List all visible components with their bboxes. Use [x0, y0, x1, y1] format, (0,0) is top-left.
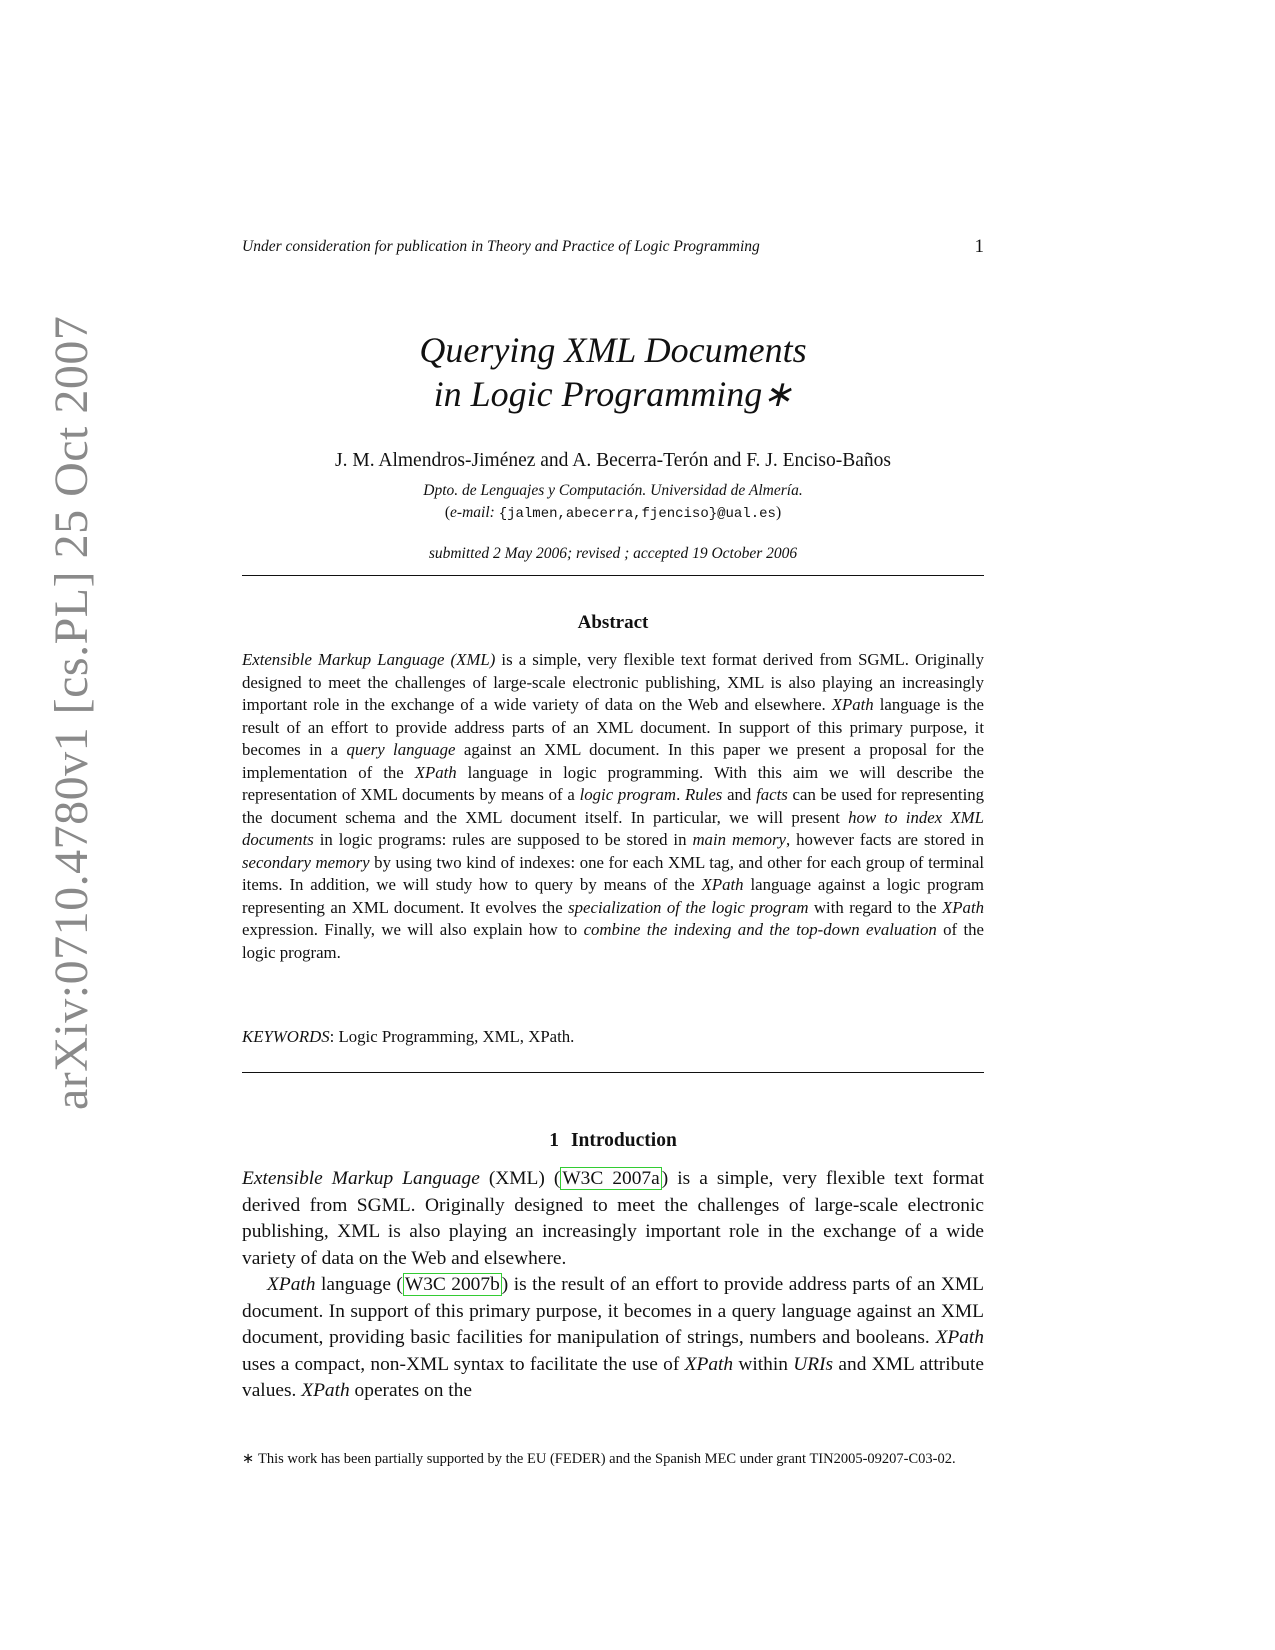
abstract-span: specialization of the logic program	[568, 897, 809, 917]
intro-span: within	[733, 1353, 794, 1375]
abstract-span: XPath	[414, 762, 457, 782]
abstract-span: and	[722, 785, 757, 804]
abstract-span: XPath	[701, 875, 744, 894]
abstract-span: how to index XML documents	[242, 807, 984, 849]
abstract-text	[242, 649, 984, 964]
email-label: e-mail:	[450, 504, 495, 521]
arxiv-identifier: arXiv:0710.4780v1 [cs.PL] 25 Oct 2007	[45, 315, 98, 1110]
keywords-label: KEYWORDS	[242, 1027, 330, 1046]
introduction-body	[242, 1166, 984, 1405]
abstract-span: logic program	[579, 785, 677, 804]
abstract-span: of the logic program.	[242, 920, 984, 962]
intro-span: XPath	[935, 1327, 984, 1348]
abstract-span: by using two kind of indexes: one for each XML tag, and other for each group of terminal items. In addition, we will study how to query by means of the	[242, 852, 984, 894]
intro-span: (XML)	[479, 1168, 554, 1189]
abstract-span: XPath	[831, 695, 874, 714]
intro-span: is a simple, very flexible text format derived from SGML. Originally designed to meet the challenges of large-scale electronic publishing, XML is also playing an increasingly important role in the exchange of a wide variety of data on the Web and elsewhere.	[242, 1168, 984, 1269]
email-address[interactable]: {jalmen,abecerra,fjenciso}@ual.es	[498, 506, 776, 522]
paper-title	[242, 328, 984, 416]
section-title: Introduction	[570, 1130, 677, 1151]
department: Dpto. de Lenguajes y Computación. Universidad de Almería.	[423, 482, 803, 499]
section-number: 1	[549, 1130, 559, 1151]
abstract-span: query language	[346, 740, 456, 759]
abstract-span: in logic programs: rules are supposed to be stored in	[313, 830, 693, 849]
abstract-span: is a simple, very flexible text format derived from SGML. Originally designed to meet the challenges of large-scale electronic publishing, XML is also playing an increasingly important role in the exchange of a wide variety of data on the Web and elsewhere.	[242, 650, 984, 714]
section-heading	[242, 1130, 984, 1152]
intro-span: and XML attribute values.	[242, 1353, 984, 1401]
abstract-span: language in logic programming. With this aim we will describe the representation of XML documents by means of a	[242, 762, 984, 804]
footnote-mark: ∗	[242, 1451, 255, 1467]
abstract-span: main memory	[692, 830, 787, 849]
abstract-span: .	[676, 785, 686, 804]
intro-paragraph-2: XPath language ( W3C 2007b ) is the result of an effort to provide address parts of an XML document. In support of this primary purpose, it becomes in a query language against an XML document, providing basic facilities for manipulation of strings, numbers and booleans. XPath uses a compact, non-XML syntax to facilitate the use of XPath within URIs and XML attribute values. XPath operates on the	[242, 1274, 985, 1401]
email-line: (e-mail: {jalmen,abecerra,fjenciso}@ual.es)	[444, 504, 782, 522]
citation-link[interactable]: W3C 2007b	[404, 1274, 500, 1295]
abstract-span: secondary memory	[242, 852, 370, 872]
abstract-span: with regard to the	[808, 897, 943, 917]
intro-span: is the result of an effort to provide address parts of an XML document. In support of this primary purpose, it becomes in a query language against an XML document, providing basic facilities for manipulation of strings, numbers and booleans.	[242, 1274, 985, 1348]
intro-span: Extensible Markup Language	[242, 1168, 480, 1189]
intro-span: XPath	[267, 1274, 316, 1295]
keywords	[242, 1027, 984, 1047]
title-line-2	[242, 372, 984, 416]
abstract-span: against an XML document. In this paper we present a proposal for the implementation of the	[242, 740, 985, 782]
citation-link[interactable]: W3C 2007a	[562, 1168, 660, 1189]
title-line-2-text: in Logic Programming	[433, 374, 763, 414]
intro-span: language	[315, 1274, 397, 1295]
intro-span: uses a compact, non-XML syntax to facilitate the use of	[242, 1353, 685, 1375]
abstract-span: expression. Finally, we will also explain how to	[242, 920, 584, 939]
bottom-rule	[242, 1072, 984, 1073]
abstract-span: XPath	[942, 897, 984, 917]
abstract-heading: Abstract	[577, 612, 649, 633]
abstract-span: facts	[756, 785, 788, 804]
footnote-text: This work has been partially supported by the EU (FEDER) and the Spanish MEC under grant TIN2005-09207-C03-02.	[258, 1451, 956, 1467]
affiliation	[242, 480, 984, 525]
abstract-span: combine the indexing and the top-down evaluation	[583, 920, 937, 939]
running-header: Under consideration for publication in Theory and Practice of Logic Programming	[242, 238, 760, 255]
top-rule	[242, 575, 984, 576]
abstract-span: Rules	[685, 785, 723, 804]
abstract-span: Extensible Markup Language (XML)	[242, 650, 496, 669]
intro-span: XPath	[684, 1353, 734, 1375]
keywords-text: : Logic Programming, XML, XPath.	[329, 1027, 575, 1046]
title-line-1: Querying XML Documents	[419, 330, 807, 370]
abstract-span: language is the result of an effort to provide address parts of an XML document. In support of this primary purpose, it becomes in a	[242, 695, 984, 759]
footnote	[242, 1450, 984, 1468]
title-footnote-mark[interactable]: ∗	[762, 374, 793, 414]
submission-dates: submitted 2 May 2006; revised ; accepted 19 October 2006	[428, 545, 798, 562]
intro-span: XPath	[301, 1380, 350, 1401]
abstract-span: language against a logic program representing an XML document. It evolves the	[242, 875, 984, 917]
abstract-span: can be used for representing the document schema and the XML document itself. In particular, we will present	[242, 785, 985, 827]
intro-paragraph-1: Extensible Markup Language (XML) ( W3C 2007a ) is a simple, very flexible text format derived from SGML. Originally designed to meet the challenges of large-scale electronic publishing, XML is also playing an increasingly important role in the exchange of a wide variety of data on the Web and elsewhere.	[242, 1168, 984, 1269]
page-number: 1	[974, 236, 984, 257]
author-list: J. M. Almendros-Jiménez and A. Becerra-Terón and F. J. Enciso-Baños	[335, 450, 891, 471]
abstract-span: , however facts are stored in	[786, 830, 984, 849]
intro-span: operates on the	[349, 1380, 472, 1401]
intro-span: URIs	[793, 1353, 834, 1375]
